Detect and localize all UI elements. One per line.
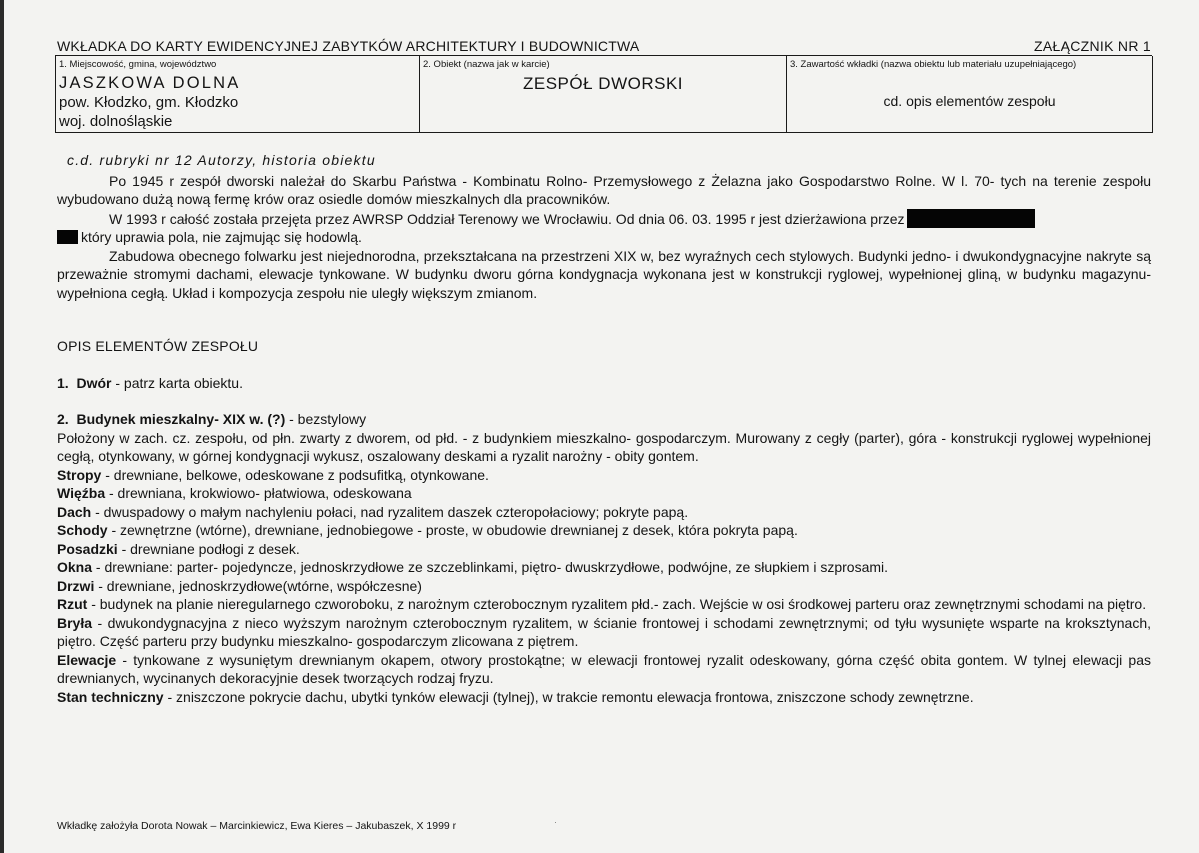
history-paragraph-2-cont-text: który uprawia pola, nie zajmując się hodowlą.	[81, 229, 362, 245]
history-paragraph-3: Zabudowa obecnego folwarku jest niejednorodna, przekształcana na przestrzeni XIX w, bez wyraźnych cech stylowych. Budynki jedno- i dwukondygnacyjne nakryte są przeważnie stromymi dachami, elewacje tynkowane. W budynku dworu górna kondygnacja wykonana jest w konstrukcji ryglowej, wypełnionej gliną, w budynku magazynu- wypełniona cegłą. Układ i kompozycja zespołu nie uległy większym zmianom.	[57, 247, 1151, 301]
element-2-text: - bezstylowy	[285, 411, 367, 427]
object-box	[419, 56, 786, 133]
detail-term: Więźba	[57, 485, 106, 501]
detail-wiezba	[57, 484, 1151, 503]
detail-text: - dwuspadowy o małym nachyleniu połaci, nad ryzalitem daszek czteropołaciowy; pokryte papą.	[91, 503, 689, 520]
redaction-block	[907, 209, 1035, 228]
history-paragraph-2-text: W 1993 r całość została przejęta przez AWRSP Oddział Terenowy we Wrocławiu. Od dnia 06. 03. 1995 r jest dzierżawiona przez	[109, 210, 905, 227]
element-2	[57, 410, 1151, 429]
contents-text: cd. opis elementów zespołu	[883, 93, 1056, 109]
detail-dach	[57, 503, 1151, 522]
history-paragraph-2-cont	[57, 228, 1151, 247]
detail-term: Bryła	[57, 614, 93, 631]
detail-text: - drewniane podłogi z desek.	[117, 540, 300, 557]
detail-text: - budynek na planie nieregularnego czworoboku, z narożnym czterobocznym ryzalitem płd.- zach. Wejście w osi środkowej parteru oraz zewnętrznymi schodami na piętro.	[87, 596, 1147, 612]
detail-term: Elewacje	[57, 651, 117, 668]
detail-elewacje	[57, 651, 1151, 688]
detail-text: - drewniane, jednoskrzydłowe(wtórne, współczesne)	[94, 577, 422, 594]
contents-label: 3. Zawartość wkładki (nazwa obiektu lub materiału uzupełniającego)	[790, 59, 1077, 70]
appendix-label: ZAŁĄCZNIK NR 1	[1034, 38, 1151, 54]
detail-text: - drewniane, belkowe, odeskowane z podsufitką, otynkowane.	[101, 466, 489, 483]
detail-term: Stropy	[57, 466, 102, 483]
detail-rzut	[57, 595, 1151, 614]
detail-stropy	[57, 466, 1151, 485]
location-district: pow. Kłodzko, gm. Kłodzko	[59, 94, 239, 111]
location-label: 1. Miejscowość, gmina, województwo	[59, 59, 217, 70]
detail-posadzki	[57, 540, 1151, 559]
element-2-name: Budynek mieszkalny- XIX w. (?)	[76, 411, 286, 427]
location-box	[55, 56, 419, 133]
history-paragraph-1: Po 1945 r zespół dworski należał do Skarbu Państwa - Kombinatu Rolno- Przemysłowego z Żelazna jako Gospodarstwo Rolne. W l. 70- tych na terenie zespołu wybudowano dużą nową fermę krów oraz osiedle domów mieszkalnych dla pracowników.	[57, 172, 1151, 207]
section-intro: c.d. rubryki nr 12 Autorzy, historia obiektu	[67, 152, 376, 168]
form-title: WKŁADKA DO KARTY EWIDENCYJNEJ ZABYTKÓW ARCHITEKTURY I BUDOWNICTWA	[57, 38, 640, 54]
location-voivodeship: woj. dolnośląskie	[59, 113, 173, 130]
detail-term: Stan techniczny	[57, 688, 164, 705]
element-2-number: 2.	[57, 411, 69, 427]
detail-text: - tynkowane z wysuniętym drewnianym okapem, otwory prostokątne; w elewacji frontowej ryzalit odeskowany, górna część obita gontem. W tylnej elewacji pas drewnianych, wycinanych dekoracyjnie desek tworzących rodzaj fryzu.	[57, 651, 1151, 686]
footer-credits: Wkładkę założyła Dorota Nowak – Marcinkiewicz, Ewa Kieres – Jakubaszek, X 1999 r	[57, 820, 457, 832]
detail-text: - dwukondygnacyjna z nieco wyższym narożnym czterobocznym ryzalitem, w ścianie frontowej i schodami zewnętrznymi; od tyłu wysunięte wsparte na kroksztynach, piętro. Część parteru przy budynku mieszkalno- gospodarczym zlicowana z piętrem.	[57, 614, 1151, 649]
detail-term: Rzut	[57, 596, 88, 612]
object-label: 2. Obiekt (nazwa jak w karcie)	[423, 59, 550, 70]
detail-term: Posadzki	[57, 540, 118, 557]
detail-term: Schody	[57, 522, 108, 538]
detail-text: - zewnętrzne (wtórne), drewniane, jednobiegowe - proste, w obudowie drewnianej z desek, która pokryta papą.	[107, 522, 798, 538]
section-heading: OPIS ELEMENTÓW ZESPOŁU	[57, 338, 259, 354]
element-1-name: Dwór	[76, 374, 112, 391]
detail-bryla	[57, 614, 1151, 651]
element-1	[57, 374, 1151, 393]
detail-text: - drewniane: parter- pojedyncze, jednoskrzydłowe ze szczeblinkami, piętro- dwuskrzydłowe, podwójne, ze słupkiem i szprosami.	[92, 559, 889, 575]
detail-drzwi	[57, 577, 1151, 596]
contents-box	[786, 56, 1153, 133]
detail-okna	[57, 558, 1151, 577]
redaction-block	[57, 230, 78, 244]
document-body	[57, 151, 1151, 706]
detail-text: - zniszczone pokrycie dachu, ubytki tynków elewacji (tylnej), w trakcie remontu elewacja frontowa, zniszczone schody zewnętrzne.	[163, 688, 974, 705]
location-name: JASZKOWA DOLNA	[59, 74, 241, 92]
element-1-text: - patrz karta obiektu.	[111, 374, 243, 391]
object-title: ZESPÓŁ DWORSKI	[522, 74, 684, 93]
detail-text: - drewniana, krokwiowo- płatwiowa, odeskowana	[105, 485, 412, 501]
element-2-description: Położony w zach. cz. zespołu, od płn. zwarty z dworem, od płd. - z budynkiem mieszkalno- gospodarczym. Murowany z cegły (parter), góra - konstrukcji ryglowej wypełnionej cegłą, otynkowany, w górnej kondygnacji wykusz, oszalowany deskami a ryzalit narożny - obity gontem.	[57, 429, 1151, 464]
detail-term: Okna	[57, 559, 93, 575]
detail-stan-techniczny	[57, 688, 1151, 707]
scan-speck: ·	[554, 817, 557, 827]
detail-schody	[57, 521, 1151, 540]
scan-edge	[0, 0, 4, 853]
history-paragraph-2	[57, 209, 1151, 229]
detail-term: Dach	[57, 503, 92, 520]
element-1-number: 1.	[57, 374, 69, 391]
detail-term: Drzwi	[57, 577, 95, 594]
